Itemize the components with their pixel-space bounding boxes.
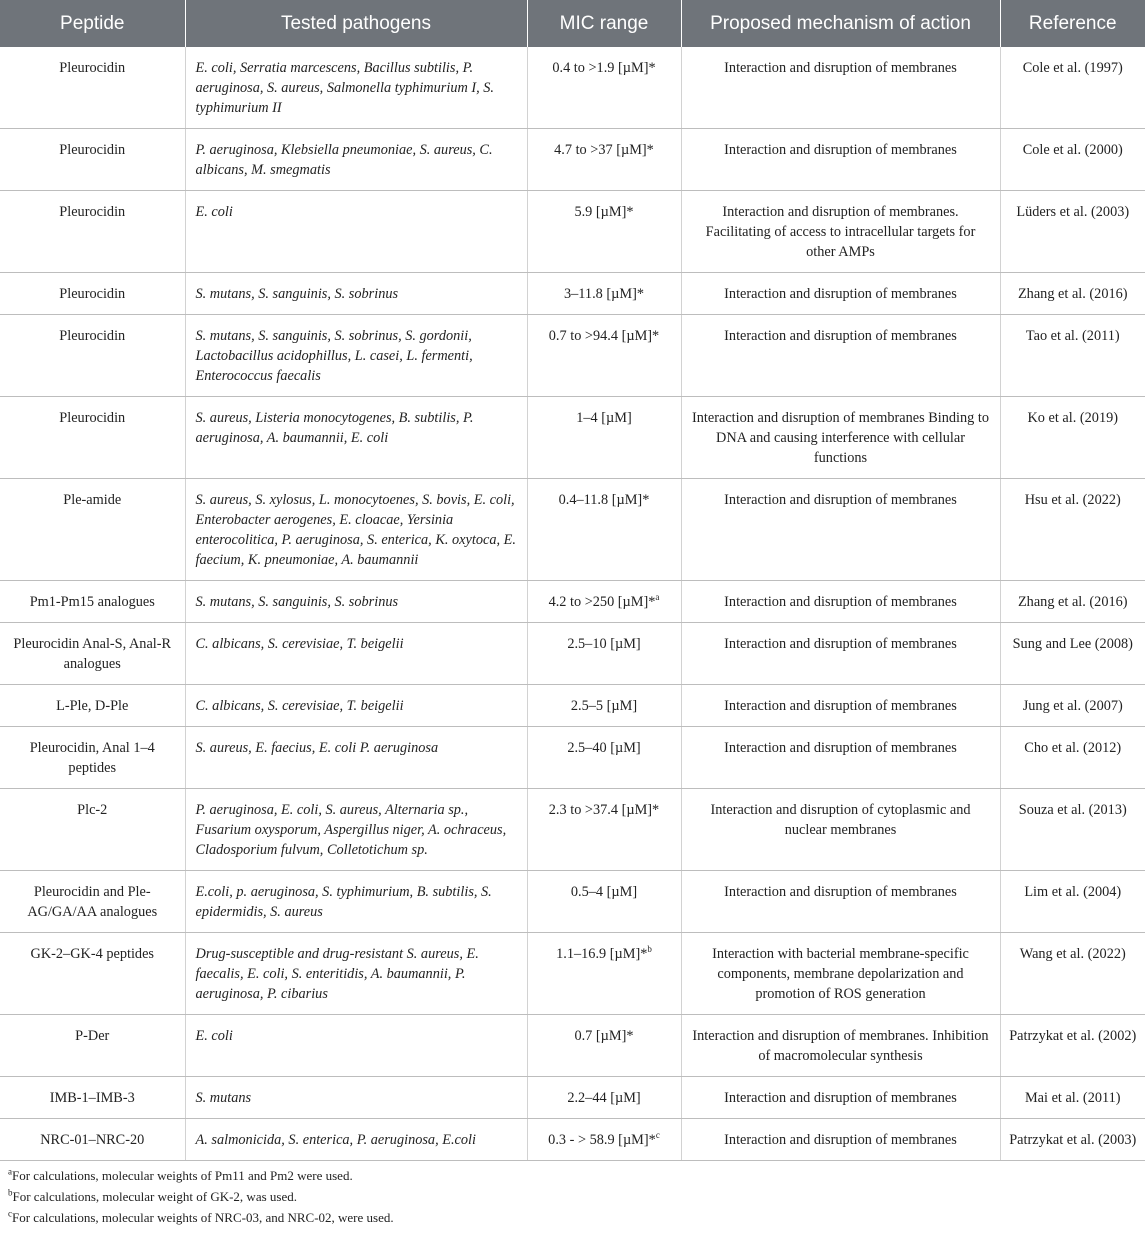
reference-cell-text: Mai et al. (2011): [1024, 1090, 1121, 1106]
reference-cell-text: Wang et al. (2022): [1019, 946, 1126, 962]
column-header: MIC range: [527, 0, 681, 47]
mechanism-cell-text: Interaction and disruption of membranes: [724, 492, 957, 508]
table-row: [0, 191, 1145, 273]
pathogens-cell: [185, 1119, 527, 1161]
reference-cell-text: Cho et al. (2012): [1024, 740, 1122, 756]
mic-cell: [527, 623, 681, 685]
reference-cell: [1000, 685, 1145, 727]
mic-cell-text: 4.7 to >37 [µM]*: [554, 142, 654, 158]
pathogens-cell-text: A. salmonicida, S. enterica, P. aeruginosa, E.coli: [195, 1132, 476, 1148]
peptide-cell: [0, 871, 185, 933]
mechanism-cell-text: Interaction and disruption of membranes: [724, 1090, 957, 1106]
reference-cell-text: Souza et al. (2013): [1018, 802, 1127, 818]
reference-cell-text: Sung and Lee (2008): [1012, 636, 1133, 652]
mechanism-cell-text: Interaction and disruption of membranes: [724, 328, 957, 344]
reference-cell-text: Zhang et al. (2016): [1017, 286, 1128, 302]
header-row: [0, 0, 1145, 47]
mic-cell-text: 0.5–4 [µM]: [570, 884, 638, 900]
mechanism-cell-text: Interaction and disruption of membranes Binding to DNA and causing interference with cellular functions: [692, 410, 989, 466]
reference-cell: [1000, 789, 1145, 871]
column-header: Tested pathogens: [185, 0, 527, 47]
pathogens-cell-text: S. mutans, S. sanguinis, S. sobrinus, S. gordonii, Lactobacillus acidophillus, L. casei, L. fermenti, Enterococcus faecalis: [195, 328, 473, 384]
reference-cell: [1000, 315, 1145, 397]
reference-cell: [1000, 623, 1145, 685]
mic-cell-text: 2.3 to >37.4 [µM]*: [548, 802, 660, 818]
mechanism-cell-text: Interaction and disruption of cytoplasmic and nuclear membranes: [710, 802, 971, 838]
pathogens-cell: [185, 479, 527, 581]
reference-cell-text: Cole et al. (2000): [1022, 142, 1123, 158]
mechanism-cell-text: Interaction and disruption of membranes: [724, 594, 957, 610]
peptide-cell: [0, 1077, 185, 1119]
pathogens-cell-text: C. albicans, S. cerevisiae, T. beigelii: [195, 636, 404, 652]
footnote: [8, 1165, 1145, 1186]
mechanism-cell: [681, 871, 1000, 933]
peptide-cell-text: IMB-1–IMB-3: [49, 1090, 135, 1106]
table-row: [0, 1077, 1145, 1119]
reference-cell-text: Ko et al. (2019): [1027, 410, 1119, 426]
peptide-cell-text: GK-2–GK-4 peptides: [30, 946, 154, 962]
pathogens-cell-text: E. coli, Serratia marcescens, Bacillus subtilis, P. aeruginosa, S. aureus, Salmonella typhimurium I, S. typhimurium II: [195, 60, 494, 116]
mechanism-cell-text: Interaction and disruption of membranes: [724, 740, 957, 756]
pathogens-cell-text: S. aureus, Listeria monocytogenes, B. subtilis, P. aeruginosa, A. baumannii, E. coli: [195, 410, 474, 446]
peptide-cell-text: P-Der: [75, 1028, 110, 1044]
mechanism-cell: [681, 623, 1000, 685]
footnote: [8, 1186, 1145, 1207]
table-row: [0, 479, 1145, 581]
pathogens-cell-text: E. coli: [195, 204, 233, 220]
reference-cell: [1000, 581, 1145, 623]
mic-cell: [527, 315, 681, 397]
table-row: [0, 581, 1145, 623]
table-body: [0, 47, 1145, 1161]
peptide-cell-text: NRC-01–NRC-20: [40, 1132, 145, 1148]
reference-cell: [1000, 871, 1145, 933]
peptide-cell: [0, 397, 185, 479]
footnote-mark: a: [8, 1166, 12, 1177]
peptide-cell: [0, 479, 185, 581]
reference-cell-text: Tao et al. (2011): [1025, 328, 1120, 344]
mechanism-cell-text: Interaction and disruption of membranes: [724, 698, 957, 714]
mic-cell-text: 1–4 [µM]: [576, 410, 632, 426]
peptide-cell-text: Pleurocidin Anal-S, Anal-R analogues: [13, 636, 172, 672]
pathogens-cell: [185, 727, 527, 789]
mic-cell: [527, 789, 681, 871]
peptide-cell: [0, 789, 185, 871]
reference-cell: [1000, 933, 1145, 1015]
table-row: [0, 397, 1145, 479]
peptide-cell: [0, 1119, 185, 1161]
table-row: [0, 871, 1145, 933]
peptide-cell-text: Pleurocidin: [59, 328, 126, 344]
mechanism-cell-text: Interaction and disruption of membranes. Facilitating of access to intracellular targets for other AMPs: [705, 204, 976, 260]
reference-cell-text: Zhang et al. (2016): [1017, 594, 1128, 610]
mic-cell: [527, 1015, 681, 1077]
mechanism-cell-text: Interaction with bacterial membrane-specific components, membrane depolarization and promotion of ROS generation: [712, 946, 969, 1002]
reference-cell-text: Lim et al. (2004): [1024, 884, 1122, 900]
mechanism-cell-text: Interaction and disruption of membranes: [724, 142, 957, 158]
footnotes: [0, 1161, 1145, 1228]
mic-cell-text: 0.4 to >1.9 [µM]*: [552, 60, 656, 76]
mechanism-cell: [681, 129, 1000, 191]
peptide-cell-text: Ple-amide: [63, 492, 122, 508]
pathogens-cell-text: Drug-susceptible and drug-resistant S. aureus, E. faecalis, E. coli, S. enteritidis, A. baumannii, P. aeruginosa, P. cibarius: [195, 946, 479, 1002]
mic-cell-text: 2.2–44 [µM]: [567, 1090, 641, 1106]
mic-cell-text: 0.7 [µM]*: [574, 1028, 634, 1044]
mechanism-cell: [681, 47, 1000, 129]
table-row: [0, 933, 1145, 1015]
table-row: [0, 1119, 1145, 1161]
reference-cell-text: Hsu et al. (2022): [1024, 492, 1121, 508]
mic-cell: [527, 933, 681, 1015]
peptide-cell: [0, 623, 185, 685]
pathogens-cell-text: S. mutans, S. sanguinis, S. sobrinus: [195, 594, 399, 610]
peptide-cell: [0, 315, 185, 397]
footnote-mark: b: [8, 1187, 13, 1198]
column-header: Reference: [1000, 0, 1145, 47]
reference-cell: [1000, 273, 1145, 315]
peptide-cell-text: Pleurocidin and Ple-AG/GA/AA analogues: [27, 884, 158, 920]
mechanism-cell: [681, 685, 1000, 727]
pathogens-cell: [185, 685, 527, 727]
mic-cell: [527, 397, 681, 479]
pathogens-cell: [185, 397, 527, 479]
reference-cell-text: Cole et al. (1997): [1022, 60, 1123, 76]
pathogens-cell: [185, 789, 527, 871]
mechanism-cell-text: Interaction and disruption of membranes: [724, 60, 957, 76]
mic-cell: [527, 685, 681, 727]
pathogens-cell: [185, 47, 527, 129]
reference-cell: [1000, 1015, 1145, 1077]
mic-cell: [527, 479, 681, 581]
peptide-cell-text: Pleurocidin, Anal 1–4 peptides: [29, 740, 155, 776]
peptide-cell-text: Pleurocidin: [59, 286, 126, 302]
mechanism-cell: [681, 581, 1000, 623]
mechanism-cell: [681, 1119, 1000, 1161]
mechanism-cell: [681, 789, 1000, 871]
table-row: [0, 47, 1145, 129]
footnote-marker: b: [647, 944, 652, 955]
mechanism-cell-text: Interaction and disruption of membranes. Inhibition of macromolecular synthesis: [692, 1028, 989, 1064]
mic-cell-text: 5.9 [µM]*: [574, 204, 634, 220]
table-header: [0, 0, 1145, 47]
footnote-mark: c: [8, 1208, 12, 1219]
reference-cell: [1000, 727, 1145, 789]
pathogens-cell-text: E. coli: [195, 1028, 233, 1044]
mechanism-cell-text: Interaction and disruption of membranes: [724, 286, 957, 302]
mechanism-cell: [681, 315, 1000, 397]
peptide-cell: [0, 47, 185, 129]
table-row: [0, 789, 1145, 871]
mic-cell: [527, 1077, 681, 1119]
table-row: [0, 315, 1145, 397]
peptide-cell-text: L-Ple, D-Ple: [56, 698, 129, 714]
mechanism-cell: [681, 1015, 1000, 1077]
mic-cell: [527, 129, 681, 191]
column-header: Peptide: [0, 0, 185, 47]
mic-cell: [527, 871, 681, 933]
peptide-cell-text: Pleurocidin: [59, 204, 126, 220]
mechanism-cell: [681, 397, 1000, 479]
pathogens-cell-text: S. aureus, S. xylosus, L. monocytoenes, S. bovis, E. coli, Enterobacter aerogenes, E. cloacae, Yersinia enterocolitica, P. aeruginosa, S. enterica, K. oxytoca, E. faecium, K. pneumoniae, A. baumannii: [195, 492, 516, 568]
pathogens-cell-text: S. mutans, S. sanguinis, S. sobrinus: [195, 286, 399, 302]
mic-cell-text: 2.5–40 [µM]: [567, 740, 641, 756]
footnote: [8, 1207, 1145, 1228]
footnote-marker: a: [655, 592, 660, 603]
peptide-cell-text: Pleurocidin: [59, 410, 126, 426]
reference-cell: [1000, 1119, 1145, 1161]
peptide-cell: [0, 273, 185, 315]
mechanism-cell-text: Interaction and disruption of membranes: [724, 1132, 957, 1148]
column-header: Proposed mechanism of action: [681, 0, 1000, 47]
pathogens-cell: [185, 191, 527, 273]
pathogens-cell: [185, 623, 527, 685]
reference-cell: [1000, 479, 1145, 581]
peptide-cell: [0, 685, 185, 727]
mic-cell-text: 0.7 to >94.4 [µM]*: [548, 328, 660, 344]
table-row: [0, 1015, 1145, 1077]
reference-cell-text: Jung et al. (2007): [1022, 698, 1123, 714]
mic-cell-text: 0.3 - > 58.9 [µM]*: [548, 1132, 656, 1148]
mechanism-cell: [681, 479, 1000, 581]
pathogens-cell: [185, 315, 527, 397]
peptide-cell-text: Plc-2: [77, 802, 108, 818]
mechanism-cell-text: Interaction and disruption of membranes: [724, 636, 957, 652]
pathogens-cell-text: S. mutans: [195, 1090, 252, 1106]
peptide-cell: [0, 933, 185, 1015]
pathogens-cell-text: P. aeruginosa, Klebsiella pneumoniae, S. aureus, C. albicans, M. smegmatis: [195, 142, 493, 178]
pathogens-cell: [185, 273, 527, 315]
mechanism-cell-text: Interaction and disruption of membranes: [724, 884, 957, 900]
reference-cell-text: Patrzykat et al. (2002): [1009, 1028, 1137, 1044]
mic-cell: [527, 581, 681, 623]
peptide-cell: [0, 581, 185, 623]
mechanism-cell: [681, 933, 1000, 1015]
mic-cell: [527, 191, 681, 273]
pathogens-cell: [185, 1077, 527, 1119]
mic-cell-text: 1.1–16.9 [µM]*: [556, 946, 648, 962]
table-row: [0, 623, 1145, 685]
table-row: [0, 727, 1145, 789]
table-row: [0, 273, 1145, 315]
pathogens-cell: [185, 871, 527, 933]
pathogens-cell-text: C. albicans, S. cerevisiae, T. beigelii: [195, 698, 404, 714]
peptide-cell: [0, 1015, 185, 1077]
mic-cell-text: 0.4–11.8 [µM]*: [558, 492, 650, 508]
pathogens-cell: [185, 933, 527, 1015]
mic-cell-text: 4.2 to >250 [µM]*: [548, 594, 656, 610]
mechanism-cell: [681, 273, 1000, 315]
footnote-text: For calculations, molecular weights of Pm11 and Pm2 were used.: [12, 1168, 353, 1183]
reference-cell-text: Patrzykat et al. (2003): [1009, 1132, 1137, 1148]
peptide-cell-text: Pleurocidin: [59, 60, 126, 76]
mic-cell: [527, 727, 681, 789]
peptide-cell: [0, 129, 185, 191]
mic-cell: [527, 47, 681, 129]
reference-cell: [1000, 129, 1145, 191]
mic-cell-text: 3–11.8 [µM]*: [564, 286, 644, 302]
reference-cell: [1000, 191, 1145, 273]
pathogens-cell: [185, 129, 527, 191]
mic-cell-text: 2.5–10 [µM]: [567, 636, 641, 652]
mechanism-cell: [681, 191, 1000, 273]
peptide-cell: [0, 727, 185, 789]
mechanism-cell: [681, 727, 1000, 789]
reference-cell-text: Lüders et al. (2003): [1016, 204, 1130, 220]
pathogens-cell-text: S. aureus, E. faecius, E. coli P. aeruginosa: [195, 740, 439, 756]
mic-cell: [527, 273, 681, 315]
reference-cell: [1000, 397, 1145, 479]
peptide-cell: [0, 191, 185, 273]
footnote-text: For calculations, molecular weight of GK-2, was used.: [12, 1189, 297, 1204]
pathogens-cell-text: P. aeruginosa, E. coli, S. aureus, Alternaria sp., Fusarium oxysporum, Aspergillus niger, A. ochraceus, Cladosporium fulvum, Colletotichum sp.: [195, 802, 507, 858]
reference-cell: [1000, 47, 1145, 129]
mic-cell: [527, 1119, 681, 1161]
table-row: [0, 685, 1145, 727]
footnote-text: For calculations, molecular weights of NRC-03, and NRC-02, were used.: [12, 1210, 394, 1225]
table-row: [0, 129, 1145, 191]
mechanism-cell: [681, 1077, 1000, 1119]
reference-cell: [1000, 1077, 1145, 1119]
footnote-marker: c: [655, 1130, 660, 1141]
peptide-cell-text: Pleurocidin: [59, 142, 126, 158]
pathogens-cell: [185, 1015, 527, 1077]
mic-cell-text: 2.5–5 [µM]: [570, 698, 638, 714]
pathogens-cell-text: E.coli, p. aeruginosa, S. typhimurium, B. subtilis, S. epidermidis, S. aureus: [195, 884, 492, 920]
peptide-cell-text: Pm1-Pm15 analogues: [29, 594, 155, 610]
pathogens-cell: [185, 581, 527, 623]
